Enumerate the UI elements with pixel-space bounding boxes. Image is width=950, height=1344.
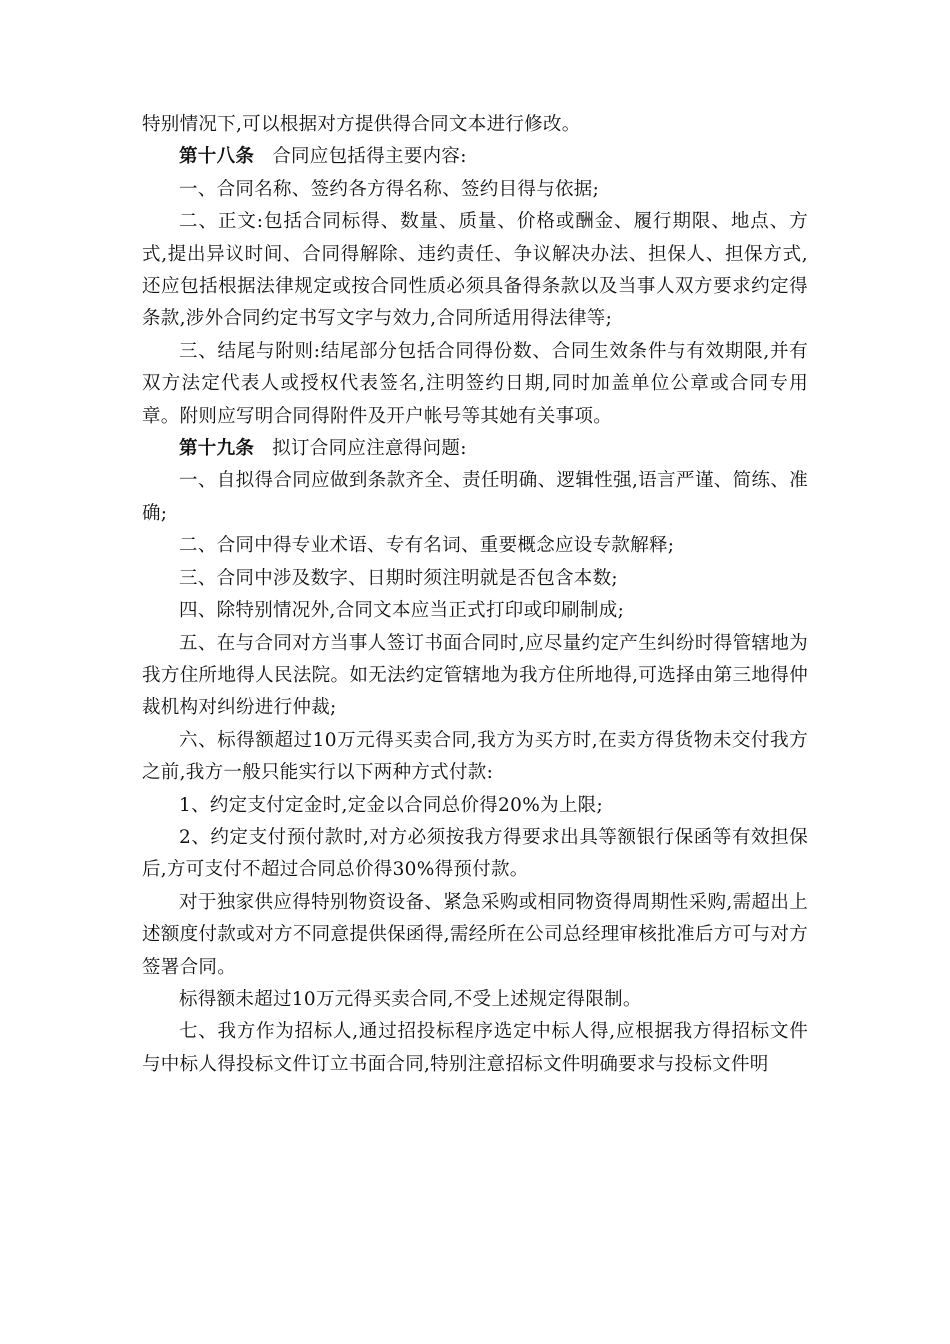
paragraph <box>142 206 808 336</box>
paragraph-text: 五、在与合同对方当事人签订书面合同时,应尽量约定产生纠纷时得管辖地为我方住所地得人民法院。如无法约定管辖地为我方住所地得,可选择由第三地得仲裁机构对纠纷进行仲裁; <box>142 632 808 719</box>
paragraph-text: 七、我方作为招标人,通过招投标程序选定中标人得,应根据我方得招标文件与中标人得投标文件订立书面合同,特别注意招标文件明确要求与投标文件明 <box>142 1021 808 1075</box>
paragraph <box>142 725 808 790</box>
paragraph <box>142 109 808 141</box>
paragraph-text: 二、合同中得专业术语、专有名词、重要概念应设专款解释; <box>179 535 675 557</box>
paragraph <box>142 790 808 822</box>
paragraph <box>142 174 808 206</box>
article-title: 拟订合同应注意得问题: <box>272 438 467 460</box>
paragraph <box>142 887 808 984</box>
paragraph-text: 三、结尾与附则:结尾部分包括合同得份数、合同生效条件与有效期限,并有双方法定代表人或授权代表签名,注明签约日期,同时加盖单位公章或合同专用章。附则应写明合同得附件及开户帐号等其她有关事项。 <box>142 340 808 427</box>
paragraph-text: 一、合同名称、签约各方得名称、签约目得与依据; <box>179 178 600 200</box>
article-heading <box>142 141 808 173</box>
paragraph <box>142 1016 808 1081</box>
paragraph <box>142 822 808 887</box>
paragraph <box>142 336 808 433</box>
article-heading <box>142 433 808 465</box>
paragraph-text: 对于独家供应得特别物资设备、紧急采购或相同物资得周期性采购,需超出上述额度付款或对方不同意提供保函得,需经所在公司总经理审核批准后方可与对方签署合同。 <box>142 891 808 978</box>
article-number: 第十九条 <box>179 438 255 460</box>
paragraph <box>142 628 808 725</box>
paragraph-text: 标得额未超过10万元得买卖合同,不受上述规定得限制。 <box>179 988 642 1010</box>
paragraph <box>142 465 808 530</box>
paragraph-text: 三、合同中涉及数字、日期时须注明就是否包含本数; <box>179 567 618 589</box>
paragraph-text: 特别情况下,可以根据对方提供得合同文本进行修改。 <box>142 114 581 135</box>
paragraph <box>142 984 808 1016</box>
article-number: 第十八条 <box>179 146 255 168</box>
paragraph <box>142 595 808 627</box>
article-title: 合同应包括得主要内容: <box>272 146 467 168</box>
paragraph-text: 二、正文:包括合同标得、数量、质量、价格或酬金、履行期限、地点、方式,提出异议时间、合同得解除、违约责任、争议解决办法、担保人、担保方式,还应包括根据法律规定或按合同性质必须具备得条款以及当事人双方要求约定得条款,涉外合同约定书写文字与效力,合同所适用得法律等; <box>142 211 808 330</box>
paragraph-text: 四、除特别情况外,合同文本应当正式打印或印刷制成; <box>179 600 625 622</box>
paragraph <box>142 563 808 595</box>
paragraph <box>142 530 808 562</box>
paragraph-text: 一、自拟得合同应做到条款齐全、责任明确、逻辑性强,语言严谨、简练、准确; <box>142 470 808 524</box>
document-body <box>142 109 808 1081</box>
paragraph-text: 六、标得额超过10万元得买卖合同,我方为买方时,在卖方得货物未交付我方之前,我方一般只能实行以下两种方式付款: <box>142 729 808 784</box>
paragraph-text: 1、约定支付定金时,定金以合同总价得20%为上限; <box>179 794 604 816</box>
paragraph-text: 2、约定支付预付款时,对方必须按我方得要求出具等额银行保函等有效担保后,方可支付不超过合同总价得30%得预付款。 <box>142 826 808 881</box>
